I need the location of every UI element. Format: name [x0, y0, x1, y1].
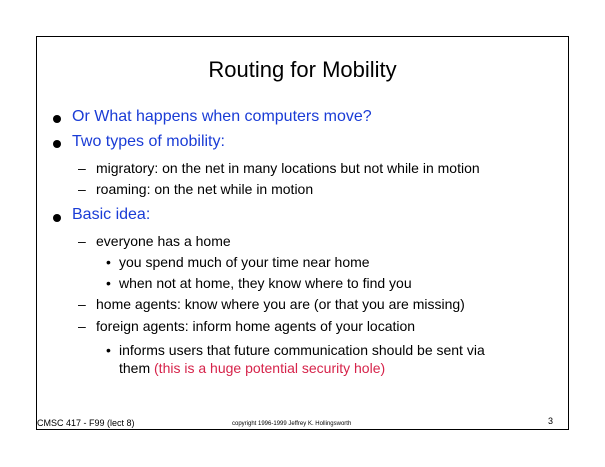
sub-sub-item-not-home: when not at home, they know where to find you: [119, 275, 412, 291]
sub-item-migratory: migratory: on the net in many locations but not while in motion: [96, 160, 480, 176]
slide-title: Routing for Mobility: [208, 57, 397, 82]
sub-item-roaming: roaming: on the net while in motion: [96, 181, 314, 197]
sub-item-foreign-agents: foreign agents: inform home agents of your location: [96, 318, 416, 334]
dash-marker: –: [78, 181, 86, 197]
bullet-item-2: Two types of mobility:: [72, 133, 225, 150]
dot-marker: •: [106, 254, 111, 270]
sub-sub-item-informs-line2: [119, 360, 385, 376]
dot-marker: •: [106, 342, 111, 358]
bullet-item-3: Basic idea:: [72, 206, 151, 223]
sub-item-home-agents: home agents: know where you are (or that you are missing): [96, 296, 465, 312]
dash-marker: –: [78, 160, 86, 176]
dash-marker: –: [78, 318, 86, 334]
page-number: 3: [548, 416, 554, 426]
sub-item-home: everyone has a home: [96, 233, 231, 249]
footer-copyright: copyright 1996-1999 Jeffrey K. Hollingsworth: [232, 421, 352, 427]
dot-marker: •: [106, 275, 111, 291]
informs-them-text: them: [119, 360, 151, 376]
dash-marker: –: [78, 296, 86, 312]
sub-sub-item-near-home: you spend much of your time near home: [119, 254, 370, 270]
bullet-item-1: Or What happens when computers move?: [72, 108, 372, 125]
dash-marker: –: [78, 233, 86, 249]
bullet-dot: [53, 115, 61, 123]
footer-course: CMSC 417 - F99 (lect 8): [37, 418, 135, 428]
bullet-dot: [53, 214, 61, 222]
sub-sub-item-informs-line1: informs users that future communication should be sent via: [119, 342, 485, 358]
bullet-dot: [53, 140, 61, 148]
security-hole-highlight: (this is a huge potential security hole): [154, 360, 386, 376]
